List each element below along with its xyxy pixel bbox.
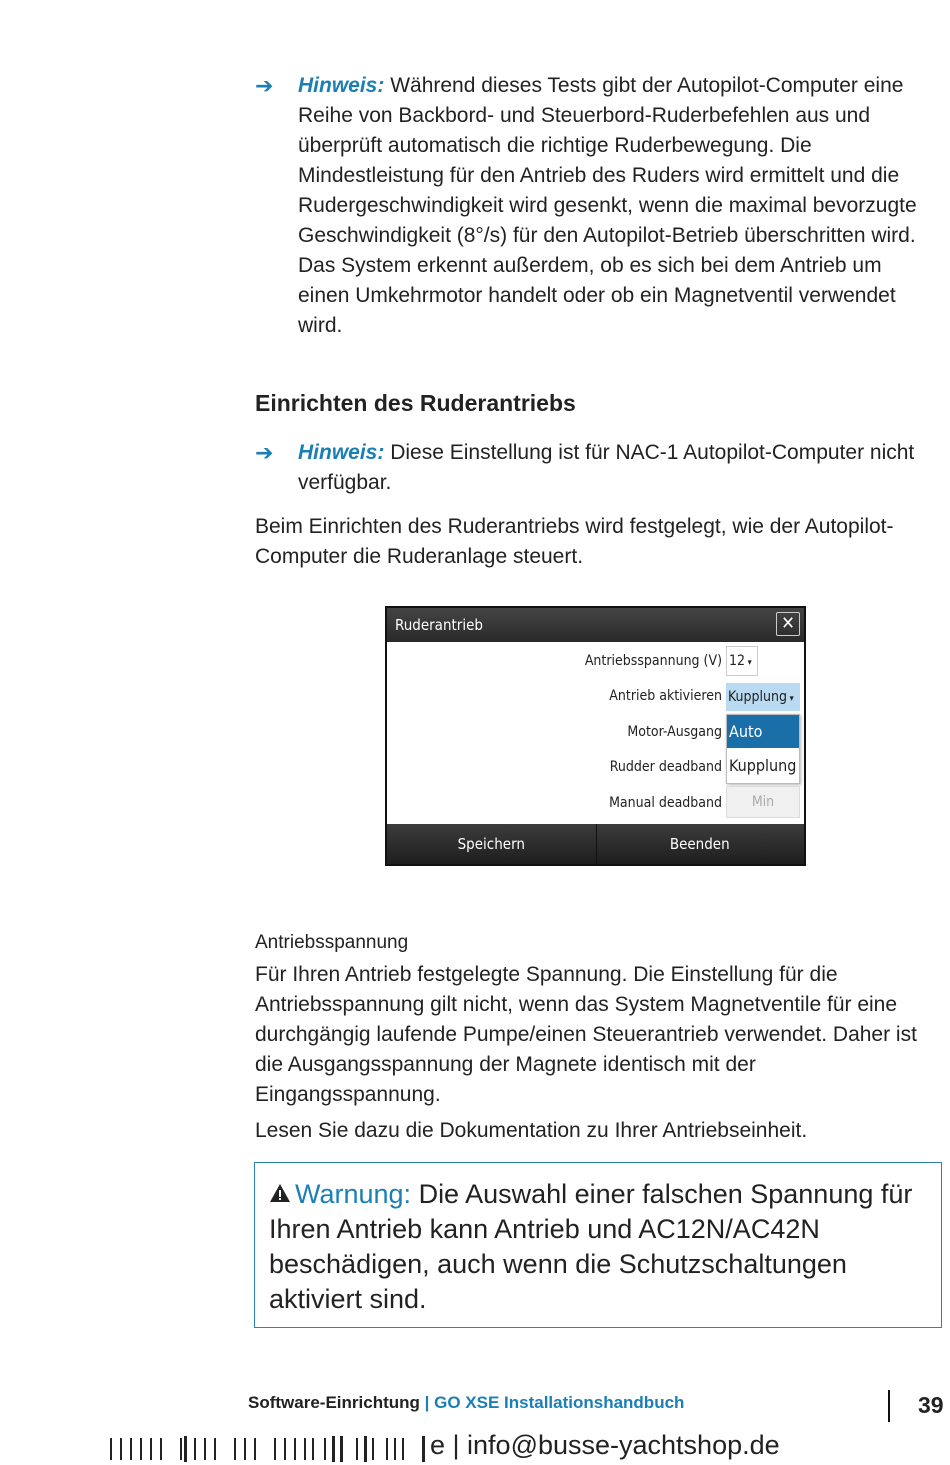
read-paragraph: Lesen Sie dazu die Dokumentation zu Ihrer Antriebseinheit. xyxy=(255,1119,808,1142)
hint-label: Hinweis: xyxy=(298,74,385,97)
warning-label: Warnung: xyxy=(295,1179,412,1209)
watermark-email: e | info@busse-yachtshop.de xyxy=(430,1430,780,1460)
close-icon[interactable]: ✕ xyxy=(776,612,800,636)
warning-box xyxy=(254,1162,942,1328)
footer-manual: GO XSE Installationshandbuch xyxy=(434,1393,685,1412)
barcode-graphic xyxy=(110,1436,428,1462)
dialog-title: Ruderantrieb xyxy=(395,616,483,634)
ruderantrieb-dialog xyxy=(385,606,806,866)
arrow-right-icon: ➔ xyxy=(255,440,274,465)
arrow-right-icon: ➔ xyxy=(255,73,274,98)
intro-paragraph: Beim Einrichten des Ruderantriebs wird festgelegt, wie der Autopilot-Computer die Ruderanlage steuert. xyxy=(255,515,894,568)
chevron-down-icon: ▾ xyxy=(745,658,752,668)
hint-label: Hinweis: xyxy=(298,441,385,464)
dropdown-option-auto[interactable]: Auto xyxy=(727,715,799,748)
footer-divider xyxy=(888,1390,890,1422)
chevron-down-icon: ▾ xyxy=(787,694,794,704)
motor-output-label: Motor-Ausgang xyxy=(627,724,722,740)
drive-engage-select[interactable]: Kupplung ▾ xyxy=(726,683,800,711)
drive-voltage-select[interactable]: 12 ▾ xyxy=(726,646,758,676)
dropdown-list xyxy=(726,714,800,784)
drive-voltage-label: Antriebsspannung (V) xyxy=(584,653,722,669)
manual-deadband-input[interactable]: Min xyxy=(726,786,800,818)
warning-icon xyxy=(269,1183,291,1203)
hint-text: Während dieses Tests gibt der Autopilot-Computer eine Reihe von Backbord- und Steuerbord-Ruderbefehlen aus und überprüft automatisch die richtige Ruderbewegung. Die Mindestleistung für den Antrieb des Ruders wird ermittelt und die Rudergeschwindigkeit wird gesenkt, wenn die maximal bevorzugte Geschwindigkeit (8°/s) für den Autopilot-Betrieb überschritten wird. Das System erkennt außerdem, ob es sich bei dem Antrieb um einen Umkehrmotor handelt oder ob ein Magnetventil verwendet wird. xyxy=(298,74,917,337)
dialog-footer xyxy=(387,824,804,864)
note-hint-test xyxy=(255,71,935,341)
footer-separator: | xyxy=(419,1393,435,1412)
drive-engage-label: Antrieb aktivieren xyxy=(609,688,722,704)
manual-deadband-label: Manual deadband xyxy=(609,795,722,811)
warning-text xyxy=(269,1177,929,1317)
subheading-antriebsspannung: Antriebsspannung xyxy=(255,932,409,953)
section-heading: Einrichten des Ruderantriebs xyxy=(255,390,576,416)
exit-button[interactable]: Beenden xyxy=(669,835,730,853)
page-number: 39 xyxy=(918,1392,944,1418)
dropdown-option-kupplung[interactable]: Kupplung xyxy=(729,756,797,775)
save-button[interactable]: Speichern xyxy=(387,824,597,864)
hint-text: Diese Einstellung ist für NAC-1 Autopilot-Computer nicht verfügbar. xyxy=(298,441,915,494)
footer-section: Software-Einrichtung xyxy=(248,1393,420,1412)
rudder-deadband-label: Rudder deadband xyxy=(609,759,722,775)
page-footer xyxy=(248,1393,684,1413)
warning-body: Die Auswahl einer falschen Spannung für Ihren Antrieb kann Antrieb und AC12N/AC42N beschädigen, auch wenn die Schutzschaltungen aktiviert sind. xyxy=(269,1179,913,1314)
voltage-paragraph: Für Ihren Antrieb festgelegte Spannung. Die Einstellung für die Antriebsspannung gilt nicht, wenn das System Magnetventile für eine durchgängig laufende Pumpe/einen Steuerantrieb verwendet. Daher ist die Ausgangsspannung der Magnete identisch mit der Eingangsspannung. xyxy=(255,963,917,1106)
note-hint-nac1 xyxy=(255,438,935,498)
dialog-titlebar xyxy=(387,608,804,642)
